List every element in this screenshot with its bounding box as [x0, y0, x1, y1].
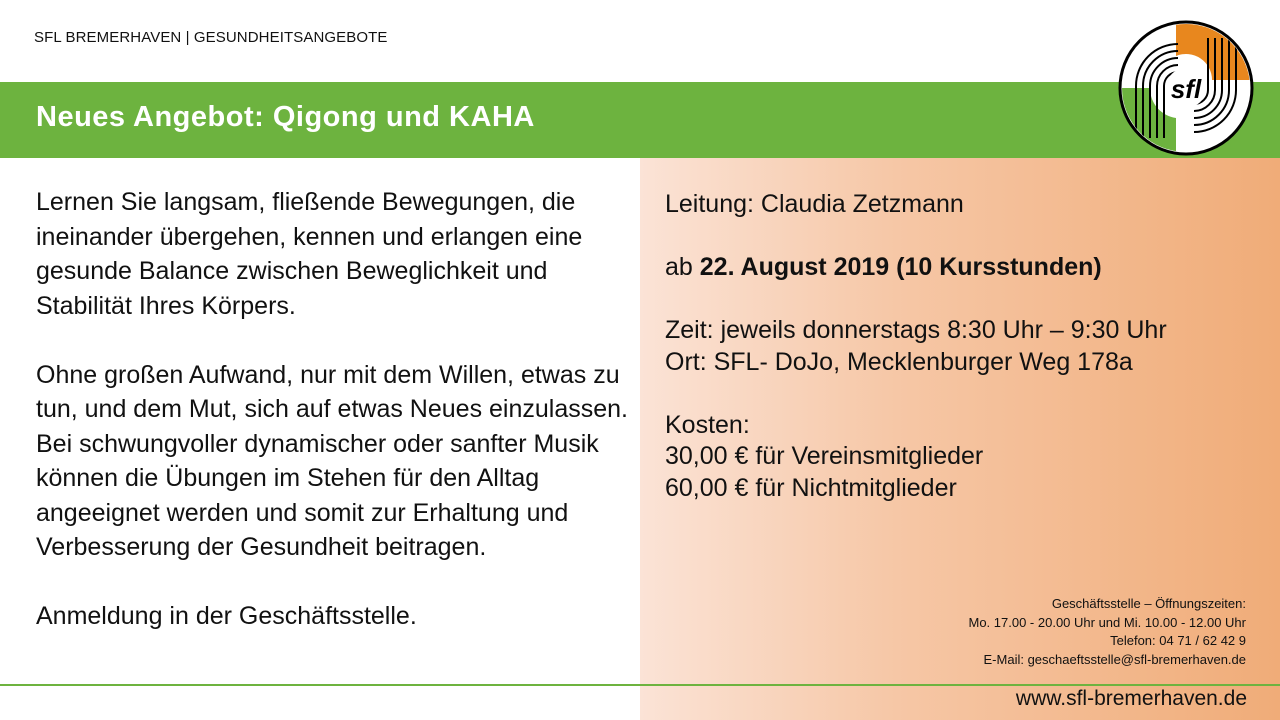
instructor: Leitung: Claudia Zetzmann	[665, 190, 964, 218]
description-paragraph-1: Lernen Sie langsam, fließende Bewegungen, die ineinander übergehen, kennen und erlangen eine gesunde Balance zwischen Beweglichkeit und Stabilität Ihres Körpers.	[36, 188, 583, 320]
page-title: Neues Angebot: Qigong und KAHA	[36, 101, 535, 133]
costs-members: 30,00 € für Vereinsmitglieder	[665, 442, 984, 470]
course-details	[665, 189, 1265, 504]
start-date	[665, 252, 1265, 284]
registration-note: Anmeldung in der Geschäftsstelle.	[36, 602, 417, 630]
email: E-Mail: geschaeftsstelle@sfl-bremerhaven.de	[983, 651, 1246, 667]
location: Ort: SFL- DoJo, Mecklenburger Weg 178a	[665, 347, 1133, 376]
costs-label: Kosten:	[665, 410, 750, 439]
start-date-prefix: ab	[665, 253, 700, 281]
start-date-value: 22. August 2019 (10 Kursstunden)	[699, 253, 1102, 281]
top-label: SFL BREMERHAVEN | GESUNDHEITSANGEBOTE	[34, 29, 388, 46]
description	[36, 185, 636, 668]
footer-divider	[0, 684, 1280, 686]
phone: Telefon: 04 71 / 62 42 9	[1110, 633, 1246, 648]
costs-non-members: 60,00 € für Nichtmitglieder	[665, 473, 957, 502]
office-hours: Mo. 17.00 - 20.00 Uhr und Mi. 10.00 - 12.00 Uhr	[968, 614, 1246, 630]
website-link[interactable]: www.sfl-bremerhaven.de	[1015, 687, 1247, 710]
office-contact	[969, 595, 1247, 669]
office-hours-title: Geschäftsstelle – Öffnungszeiten:	[1051, 596, 1246, 611]
logo-text: sfl	[1170, 74, 1202, 104]
description-paragraph-2: Ohne großen Aufwand, nur mit dem Willen, etwas zu tun, und dem Mut, sich auf etwas Neues einzulassen. Bei schwungvoller dynamischer oder sanfter Musik können die Übungen im Stehen für den Alltag angeeignet werden und somit zur Erhaltung und Verbesserung der Gesundheit beitragen.	[36, 360, 628, 561]
sfl-logo	[1116, 18, 1256, 158]
time: Zeit: jeweils donnerstags 8:30 Uhr – 9:30 Uhr	[665, 316, 1167, 344]
